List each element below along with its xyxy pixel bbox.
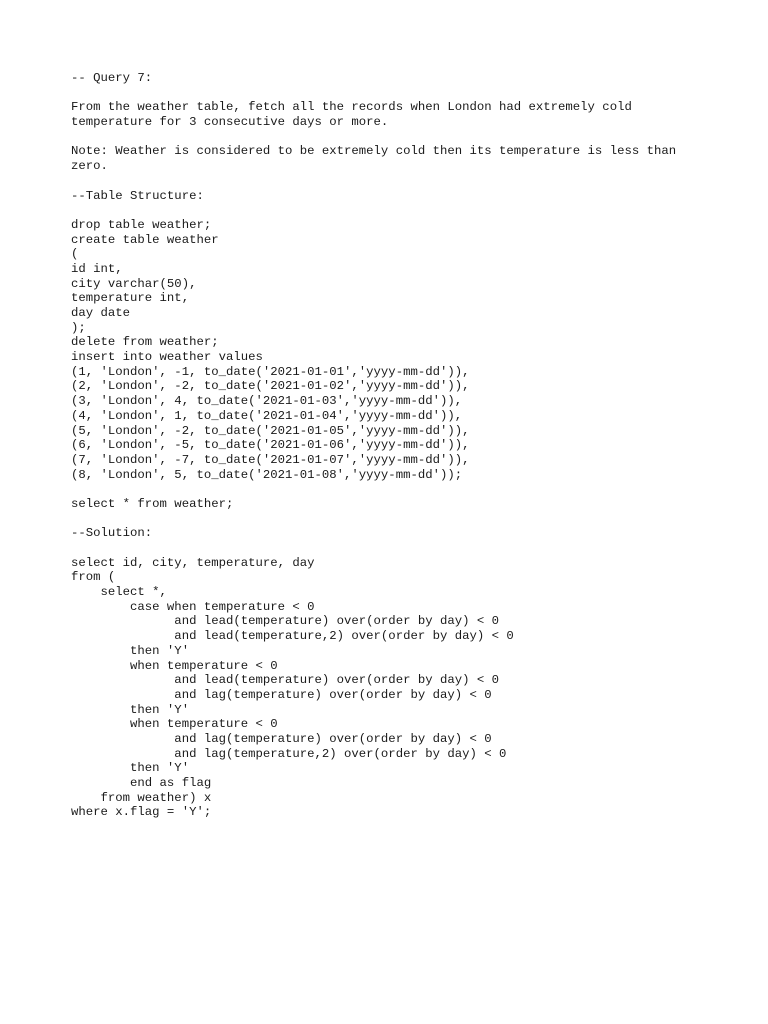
document-line: and lead(temperature) over(order by day) < 0: [71, 614, 500, 629]
document-line: and lead(temperature) over(order by day) < 0: [71, 673, 500, 688]
document-line: (7, 'London', -7, to_date('2021-01-07','yyyy-mm-dd')),: [71, 452, 470, 467]
document-line: from (: [71, 570, 116, 585]
document-line: (4, 'London', 1, to_date('2021-01-04','yyyy-mm-dd')),: [71, 408, 463, 423]
document-line: );: [71, 320, 86, 335]
document-line: From the weather table, fetch all the records when London had extremely cold: [71, 100, 632, 115]
document-line: then 'Y': [71, 643, 190, 658]
document-line: when temperature < 0: [71, 658, 278, 673]
document-line: [71, 541, 731, 556]
document-line: (: [71, 247, 79, 262]
document-line: where x.flag = 'Y';: [71, 805, 212, 820]
document-line: (6, 'London', -5, to_date('2021-01-06','yyyy-mm-dd')),: [71, 438, 470, 453]
document-line: [71, 203, 731, 218]
document-line: and lead(temperature,2) over(order by day) < 0: [71, 629, 514, 644]
document-line: then 'Y': [71, 702, 190, 717]
document-line: [71, 512, 731, 527]
document-line: -- Query 7:: [71, 71, 153, 85]
document-line: select * from weather;: [71, 496, 234, 511]
document-line: --Table Structure:: [71, 188, 204, 203]
document-line: select id, city, temperature, day: [71, 555, 315, 570]
document-line: temperature for 3 consecutive days or more.: [71, 115, 389, 130]
document-line: delete from weather;: [71, 335, 219, 350]
sql-document-text: [71, 71, 731, 820]
document-line: (8, 'London', 5, to_date('2021-01-08','yyyy-mm-dd'));: [71, 467, 463, 482]
document-line: select *,: [71, 585, 167, 600]
document-line: [71, 130, 731, 145]
document-line: from weather) x: [71, 790, 212, 805]
document-line: (5, 'London', -2, to_date('2021-01-05','yyyy-mm-dd')),: [71, 423, 470, 438]
document-line: [71, 86, 731, 101]
document-line: (2, 'London', -2, to_date('2021-01-02','yyyy-mm-dd')),: [71, 379, 470, 394]
document-line: (1, 'London', -1, to_date('2021-01-01','yyyy-mm-dd')),: [71, 364, 470, 379]
document-line: (3, 'London', 4, to_date('2021-01-03','yyyy-mm-dd')),: [71, 394, 463, 409]
document-line: and lag(temperature) over(order by day) < 0: [71, 687, 492, 702]
document-line: zero.: [71, 159, 108, 174]
document-line: and lag(temperature,2) over(order by day) < 0: [71, 746, 507, 761]
document-line: when temperature < 0: [71, 717, 278, 732]
document-line: city varchar(50),: [71, 276, 197, 291]
document-line: [71, 482, 731, 497]
document-line: create table weather: [71, 232, 219, 247]
document-line: then 'Y': [71, 761, 190, 776]
document-line: case when temperature < 0: [71, 599, 315, 614]
document-line: insert into weather values: [71, 350, 263, 365]
document-line: drop table weather;: [71, 217, 212, 232]
document-line: --Solution:: [71, 526, 153, 541]
document-line: Note: Weather is considered to be extremely cold then its temperature is less than: [71, 144, 677, 159]
document-line: temperature int,: [71, 291, 190, 306]
document-line: day date: [71, 306, 131, 320]
document-line: id int,: [71, 261, 123, 276]
document-line: and lag(temperature) over(order by day) < 0: [71, 731, 492, 746]
document-line: [71, 174, 731, 189]
document-line: end as flag: [71, 776, 212, 790]
